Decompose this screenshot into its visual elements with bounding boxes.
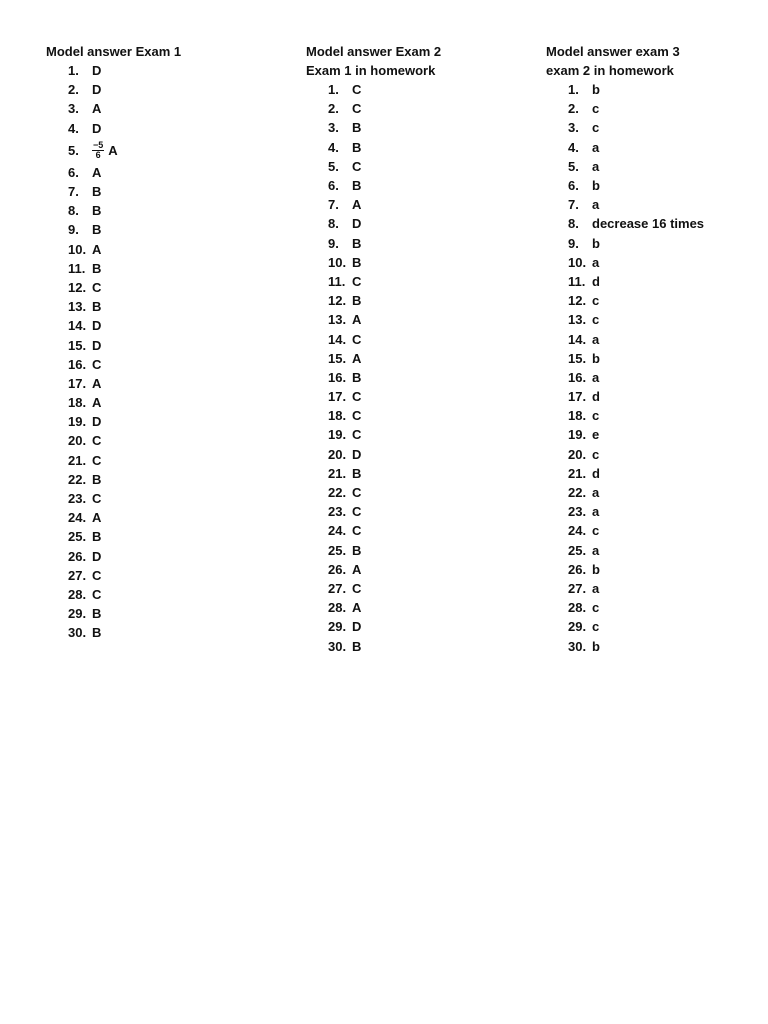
answer-item	[68, 316, 181, 335]
answer-item	[568, 195, 704, 214]
answer-item	[328, 138, 441, 157]
answer-item	[568, 176, 704, 195]
question-number: 13.	[568, 312, 587, 328]
answer-item	[328, 291, 441, 310]
question-number: 20.	[68, 433, 87, 449]
answer-item	[568, 80, 704, 99]
answer-item	[568, 329, 704, 348]
question-number: 30.	[328, 638, 347, 654]
answer-value: a	[592, 504, 600, 520]
answer-value: a	[592, 485, 600, 501]
answer-item	[328, 80, 441, 99]
question-number: 19.	[68, 414, 87, 430]
answer-value: D	[352, 216, 362, 232]
question-number: 6.	[328, 178, 339, 194]
answer-value: C	[352, 580, 362, 596]
answer-value: b	[592, 82, 600, 98]
answer-value: C	[92, 586, 102, 602]
answer-item	[68, 604, 181, 623]
question-number: 15.	[568, 350, 587, 366]
answer-value: decrease 16 times	[592, 216, 705, 232]
answer-item	[568, 234, 704, 253]
question-number: 1.	[68, 63, 79, 79]
answer-value: B	[92, 260, 102, 276]
answer-item	[568, 521, 704, 540]
answer-value: d	[592, 389, 600, 405]
answer-item	[328, 502, 441, 521]
answer-item	[68, 374, 181, 393]
question-number: 5.	[568, 158, 579, 174]
answer-value: b	[592, 235, 600, 251]
answer-item	[68, 220, 181, 239]
question-number: 25.	[68, 529, 87, 545]
question-number: 12.	[68, 279, 87, 295]
answer-item	[328, 214, 441, 233]
question-number: 3.	[328, 120, 339, 136]
answer-value: A	[352, 312, 362, 328]
question-number: 10.	[68, 241, 87, 257]
answer-value: C	[352, 408, 362, 424]
question-number: 30.	[68, 625, 87, 641]
answer-value: a	[592, 197, 600, 213]
question-number: 2.	[568, 101, 579, 117]
answer-item	[68, 489, 181, 508]
question-number: 28.	[328, 600, 347, 616]
fraction	[92, 141, 104, 160]
question-number: 5.	[328, 158, 339, 174]
answer-value: b	[592, 561, 600, 577]
question-number: 5.	[68, 142, 79, 158]
answer-value: D	[92, 548, 102, 564]
answer-item	[568, 541, 704, 560]
answer-item	[328, 598, 441, 617]
answer-value: D	[352, 446, 362, 462]
answer-value: D	[92, 318, 102, 334]
answer-value: a	[592, 139, 600, 155]
answer-item	[328, 329, 441, 348]
answer-value: B	[92, 529, 102, 545]
answer-value: C	[352, 504, 362, 520]
question-number: 16.	[568, 369, 587, 385]
answer-item	[68, 566, 181, 585]
answer-item	[568, 253, 704, 272]
answer-value: e	[592, 427, 600, 443]
question-number: 24.	[328, 523, 347, 539]
answer-value: c	[592, 293, 600, 309]
answer-item	[568, 99, 704, 118]
question-number: 21.	[568, 465, 587, 481]
answer-value: B	[92, 471, 102, 487]
answer-value: a	[592, 369, 600, 385]
answer-value: A	[92, 510, 102, 526]
answer-value: A	[92, 164, 102, 180]
answer-value: B	[352, 120, 362, 136]
answer-item	[568, 560, 704, 579]
answer-item	[328, 636, 441, 655]
answer-item	[568, 579, 704, 598]
answer-item	[68, 201, 181, 220]
answer-value: c	[592, 120, 600, 136]
question-number: 7.	[68, 184, 79, 200]
question-number: 7.	[568, 197, 579, 213]
answer-item	[328, 521, 441, 540]
answer-item	[568, 502, 704, 521]
answer-value: C	[92, 452, 102, 468]
answer-item	[328, 560, 441, 579]
question-number: 23.	[568, 504, 587, 520]
answer-value: D	[92, 63, 102, 79]
answer-value: A	[352, 561, 362, 577]
question-number: 29.	[328, 619, 347, 635]
answer-value: B	[352, 235, 362, 251]
answer-value: c	[592, 101, 600, 117]
question-number: 21.	[68, 452, 87, 468]
question-number: 13.	[68, 299, 87, 315]
answer-item	[568, 368, 704, 387]
answer-item	[568, 483, 704, 502]
question-number: 10.	[568, 254, 587, 270]
question-number: 24.	[568, 523, 587, 539]
answer-item	[68, 431, 181, 450]
question-number: 9.	[68, 222, 79, 238]
answer-item	[328, 464, 441, 483]
answer-value: B	[92, 222, 102, 238]
answer-item	[328, 349, 441, 368]
answer-item	[68, 240, 181, 259]
question-number: 18.	[328, 408, 347, 424]
answer-value: C	[352, 427, 362, 443]
answer-item	[328, 387, 441, 406]
question-number: 7.	[328, 197, 339, 213]
exam-1-answer-list	[46, 61, 181, 642]
question-number: 10.	[328, 254, 347, 270]
answer-item	[328, 118, 441, 137]
answer-item	[68, 585, 181, 604]
question-number: 12.	[568, 293, 587, 309]
exam-2-column	[306, 42, 441, 656]
question-number: 18.	[68, 395, 87, 411]
exam-3-title: Model answer exam 3	[546, 44, 680, 59]
answer-value: A	[92, 395, 102, 411]
answer-value: A	[108, 142, 118, 158]
answer-item	[568, 425, 704, 444]
answer-item	[328, 483, 441, 502]
answer-value: a	[592, 580, 600, 596]
answer-value: C	[352, 485, 362, 501]
question-number: 29.	[68, 606, 87, 622]
answer-value: B	[92, 299, 102, 315]
question-number: 25.	[328, 542, 347, 558]
answer-value: C	[92, 491, 102, 507]
answer-item	[68, 335, 181, 354]
answer-value: A	[352, 197, 362, 213]
question-number: 29.	[568, 619, 587, 635]
exam-2-answer-list	[306, 80, 441, 656]
question-number: 24.	[68, 510, 87, 526]
question-number: 12.	[328, 293, 347, 309]
answer-item	[68, 623, 181, 642]
question-number: 15.	[68, 337, 87, 353]
question-number: 14.	[568, 331, 587, 347]
question-number: 28.	[68, 586, 87, 602]
answer-value: B	[92, 606, 102, 622]
answer-value: a	[592, 158, 600, 174]
answer-item	[68, 393, 181, 412]
answer-item	[568, 598, 704, 617]
exam-2-title: Model answer Exam 2	[306, 44, 442, 59]
answer-value: a	[592, 331, 600, 347]
fraction-denominator: 6	[95, 149, 101, 160]
question-number: 4.	[68, 120, 79, 136]
question-number: 11.	[68, 260, 86, 276]
answer-item	[568, 157, 704, 176]
answer-value: B	[352, 369, 362, 385]
question-number: 27.	[568, 580, 587, 596]
answer-value: D	[92, 82, 102, 98]
answer-value: c	[592, 312, 600, 328]
answer-value: B	[92, 625, 102, 641]
answer-value: a	[592, 542, 600, 558]
exam-3-column	[546, 42, 704, 656]
answer-item	[68, 138, 181, 163]
answer-value: c	[592, 619, 600, 635]
question-number: 14.	[68, 318, 87, 334]
question-number: 1.	[568, 82, 579, 98]
answer-item	[68, 527, 181, 546]
question-number: 3.	[68, 101, 79, 117]
fraction-numerator: −5	[93, 139, 104, 150]
answer-value: b	[592, 350, 600, 366]
exam-3-subtitle: exam 2 in homework	[546, 63, 674, 78]
question-number: 9.	[328, 235, 339, 251]
answer-value: B	[352, 139, 362, 155]
answer-value: B	[352, 293, 362, 309]
question-number: 15.	[328, 350, 347, 366]
answer-item	[68, 99, 181, 118]
question-number: 16.	[68, 356, 87, 372]
answer-value: B	[352, 254, 362, 270]
answer-item	[328, 176, 441, 195]
question-number: 9.	[568, 235, 579, 251]
answer-item	[68, 119, 181, 138]
answer-item	[568, 636, 704, 655]
answer-value: C	[352, 273, 362, 289]
answer-item	[68, 297, 181, 316]
answer-value: C	[352, 82, 362, 98]
answer-item	[68, 182, 181, 201]
question-number: 26.	[68, 548, 87, 564]
question-number: 26.	[568, 561, 587, 577]
answer-item	[68, 470, 181, 489]
question-number: 4.	[568, 139, 579, 155]
answer-value: B	[352, 638, 362, 654]
answer-item	[328, 253, 441, 272]
answer-item	[568, 349, 704, 368]
answer-value: C	[352, 158, 362, 174]
question-number: 11.	[328, 273, 346, 289]
answer-value: c	[592, 523, 600, 539]
answer-value: B	[92, 184, 102, 200]
question-number: 22.	[568, 485, 587, 501]
answer-item	[328, 617, 441, 636]
question-number: 20.	[328, 446, 347, 462]
question-number: 23.	[68, 491, 87, 507]
answer-item	[568, 214, 704, 233]
answer-item	[568, 118, 704, 137]
answer-item	[568, 464, 704, 483]
answer-item	[328, 195, 441, 214]
answer-item	[68, 508, 181, 527]
question-number: 11.	[568, 273, 586, 289]
answer-value: c	[592, 408, 600, 424]
question-number: 17.	[68, 375, 87, 391]
answer-value: B	[352, 465, 362, 481]
question-number: 30.	[568, 638, 587, 654]
question-number: 17.	[328, 389, 347, 405]
question-number: 28.	[568, 600, 587, 616]
answer-item	[68, 259, 181, 278]
answer-value: A	[92, 101, 102, 117]
answer-value: C	[92, 279, 102, 295]
question-number: 1.	[328, 82, 339, 98]
question-number: 17.	[568, 389, 587, 405]
question-number: 21.	[328, 465, 347, 481]
answer-item	[328, 406, 441, 425]
question-number: 8.	[568, 216, 579, 232]
answer-item	[328, 272, 441, 291]
answer-value: D	[92, 337, 102, 353]
question-number: 2.	[328, 101, 339, 117]
answer-item	[328, 99, 441, 118]
answer-item	[68, 355, 181, 374]
answer-item	[328, 445, 441, 464]
answer-item	[68, 451, 181, 470]
answer-value: B	[352, 542, 362, 558]
question-number: 6.	[568, 178, 579, 194]
answer-value: c	[592, 600, 600, 616]
answer-value: C	[352, 389, 362, 405]
answer-item	[568, 291, 704, 310]
answer-item	[328, 541, 441, 560]
question-number: 26.	[328, 561, 347, 577]
question-number: 13.	[328, 312, 347, 328]
answer-value: d	[592, 273, 600, 289]
question-number: 2.	[68, 82, 79, 98]
question-number: 25.	[568, 542, 587, 558]
answer-value: C	[92, 567, 102, 583]
answer-value: A	[352, 350, 362, 366]
answer-value: d	[592, 465, 600, 481]
answer-value: C	[92, 433, 102, 449]
answer-value: b	[592, 638, 600, 654]
answer-value: C	[352, 331, 362, 347]
answer-item	[568, 387, 704, 406]
question-number: 4.	[328, 139, 339, 155]
answer-item	[328, 425, 441, 444]
answer-item	[68, 547, 181, 566]
question-number: 27.	[68, 567, 87, 583]
answer-item	[568, 406, 704, 425]
question-number: 19.	[568, 427, 587, 443]
exam-1-title: Model answer Exam 1	[46, 44, 182, 59]
answer-value: A	[92, 241, 102, 257]
question-number: 18.	[568, 408, 587, 424]
answer-item	[328, 234, 441, 253]
question-number: 8.	[328, 216, 339, 232]
answer-item	[568, 445, 704, 464]
answer-item	[68, 163, 181, 182]
answer-item	[568, 310, 704, 329]
question-number: 20.	[568, 446, 587, 462]
answer-item	[68, 80, 181, 99]
answer-item	[68, 412, 181, 431]
answer-item	[68, 61, 181, 80]
question-number: 16.	[328, 369, 347, 385]
exam-2-subtitle: Exam 1 in homework	[306, 63, 436, 78]
answer-value: a	[592, 254, 600, 270]
question-number: 23.	[328, 504, 347, 520]
answer-value: c	[592, 446, 600, 462]
exam-1-column	[46, 42, 181, 642]
answer-item	[568, 272, 704, 291]
question-number: 22.	[328, 485, 347, 501]
answer-value: C	[352, 101, 362, 117]
question-number: 22.	[68, 471, 87, 487]
exam-3-answer-list	[546, 80, 704, 656]
question-number: 19.	[328, 427, 347, 443]
answer-item	[568, 138, 704, 157]
question-number: 6.	[68, 164, 79, 180]
answer-value: D	[92, 120, 102, 136]
answer-value: A	[352, 600, 362, 616]
answer-item	[328, 310, 441, 329]
answer-item	[68, 278, 181, 297]
answer-item	[568, 617, 704, 636]
answer-value: C	[92, 356, 102, 372]
answer-item	[328, 368, 441, 387]
answer-value: b	[592, 178, 600, 194]
answer-value: B	[92, 203, 102, 219]
answer-value: B	[352, 178, 362, 194]
question-number: 27.	[328, 580, 347, 596]
question-number: 8.	[68, 203, 79, 219]
answer-value: D	[92, 414, 102, 430]
answer-value: D	[352, 619, 362, 635]
answer-value: C	[352, 523, 362, 539]
question-number: 3.	[568, 120, 579, 136]
answer-item	[328, 157, 441, 176]
question-number: 14.	[328, 331, 347, 347]
answer-item	[328, 579, 441, 598]
answer-value: A	[92, 375, 102, 391]
